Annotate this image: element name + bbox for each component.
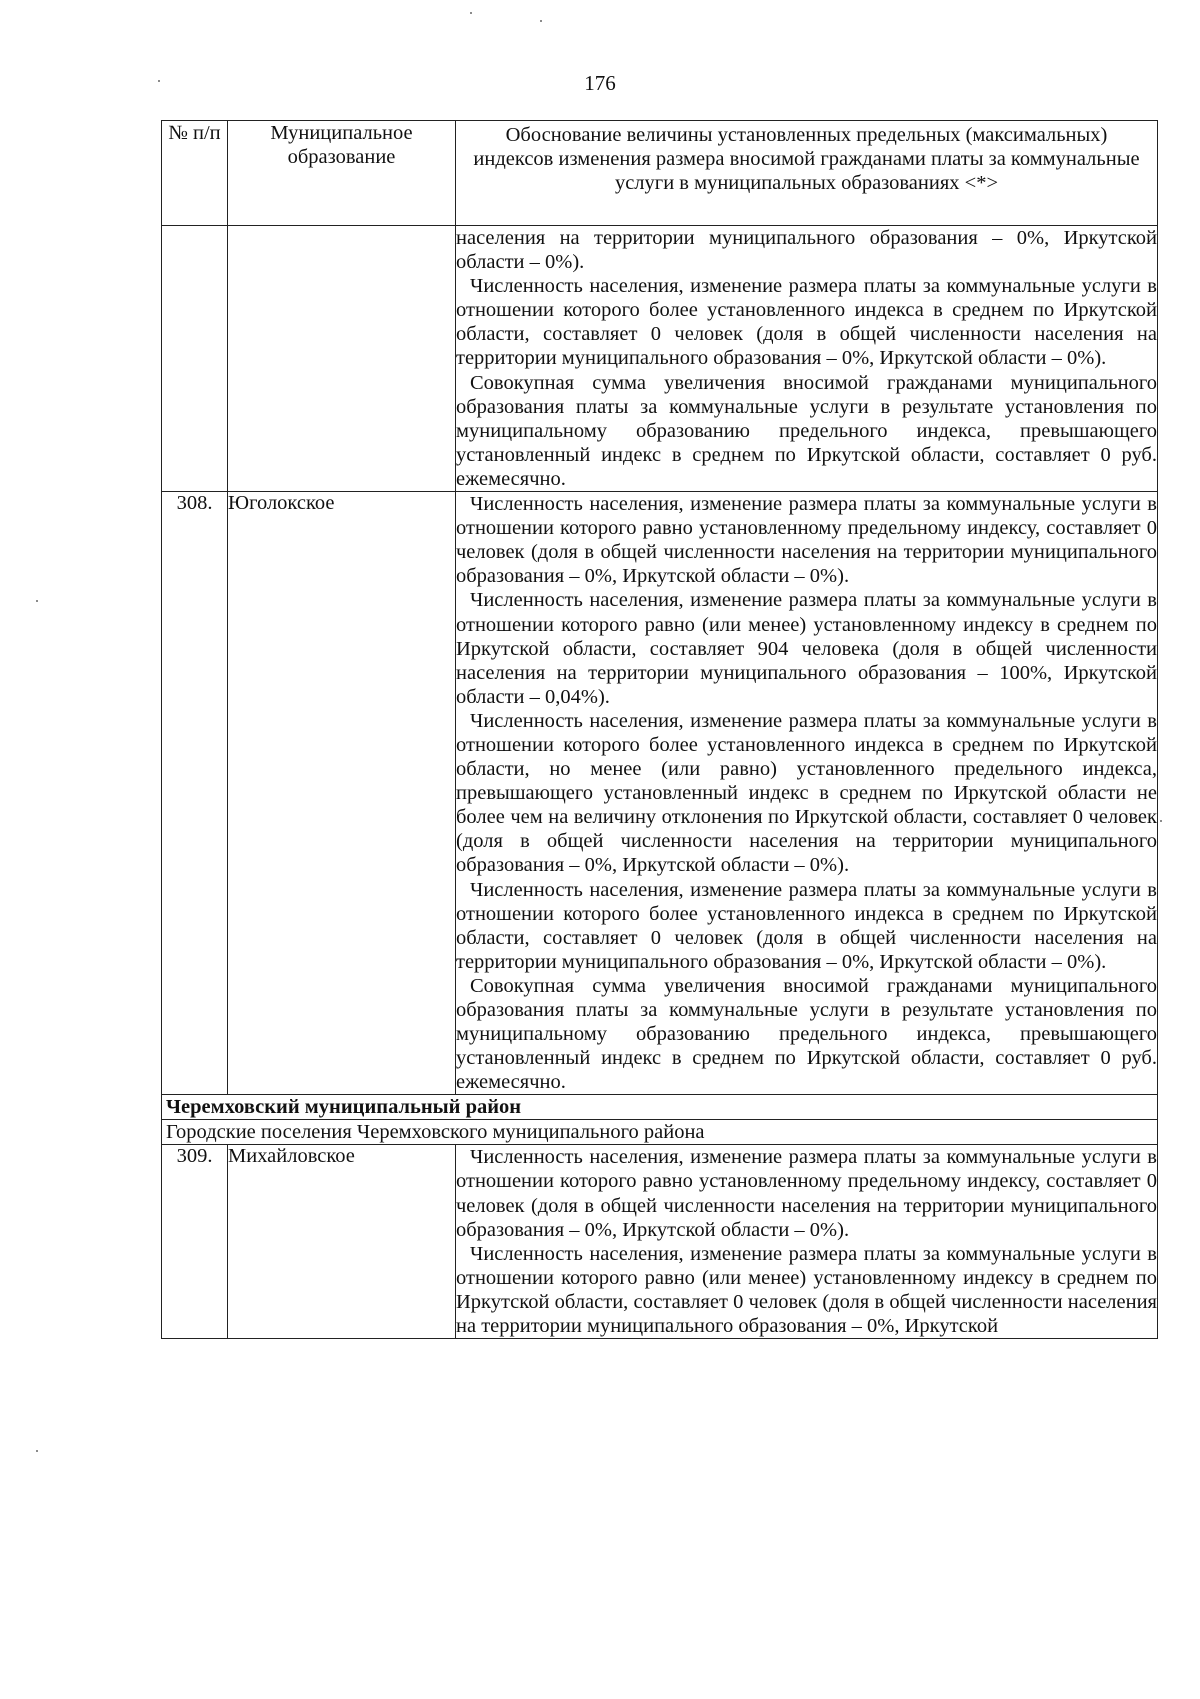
paragraph: Численность населения, изменение размера платы за коммунальные услуги в отношении которого равно установленному предельному индексу, составляет 0 человек (доля в общей численности населения на территории муниципального образования – 0%, Иркутской области – 0%). [456, 493, 1157, 588]
settlements-heading-row [162, 1120, 1158, 1145]
paragraph: Численность населения, изменение размера платы за коммунальные услуги в отношении которого более установленного индекса в среднем по Иркутской области, составляет 0 человек (доля в общей численности населения на территории муниципального образования – 0%, Иркутской области – 0%). [456, 878, 1157, 973]
paragraph: населения на территории муниципального образования – 0%, Иркутской области – 0%). [456, 227, 1157, 274]
cell-number-empty [162, 226, 228, 492]
paragraph: Численность населения, изменение размера платы за коммунальные услуги в отношении которого более установленного индекса в среднем по Иркутской области, составляет 0 человек (доля в общей численности населения на территории муниципального образования – 0%, Иркутской области – 0%). [456, 275, 1157, 370]
cell-justification [456, 492, 1158, 1095]
header-municipality: Муниципальное образование [228, 121, 456, 226]
table-row-continuation [162, 226, 1158, 492]
scan-speck [158, 80, 160, 82]
header-number: № п/п [162, 121, 228, 226]
table-header-row [162, 121, 1158, 226]
paragraph: Численность населения, изменение размера платы за коммунальные услуги в отношении которого равно (или менее) установленному индексу в среднем по Иркутской области, составляет 904 человека (доля в общей численности населения на территории муниципального образования – 100%, Иркутской области – 0,04%). [456, 589, 1157, 708]
paragraph: Численность населения, изменение размера платы за коммунальные услуги в отношении которого равно (или менее) установленному индексу в среднем по Иркутской области, составляет 0 человек (доля в общей численности населения на территории муниципального образования – 0%, Иркутской [456, 1242, 1157, 1338]
cell-justification [456, 226, 1158, 492]
municipality-name: Юголокское [228, 492, 456, 1095]
row-number: 308. [162, 492, 228, 1095]
scan-speck [540, 20, 542, 22]
district-heading-row [162, 1095, 1158, 1120]
scan-speck [1160, 820, 1162, 822]
scan-speck [470, 12, 472, 14]
paragraph: Совокупная сумма увеличения вносимой гражданами муниципального образования платы за коммунальные услуги в результате установления по муниципальному образованию предельного индекса, превышающего установленный индекс в среднем по Иркутской области, составляет 0 руб. ежемесячно. [456, 371, 1157, 490]
municipal-index-table [161, 120, 1158, 1339]
header-justification: Обоснование величины установленных предельных (максимальных) индексов изменения размера вносимой гражданами платы за коммунальные услуги в муниципальных образованиях <*> [456, 121, 1158, 226]
table-row-308 [162, 492, 1158, 1095]
settlements-heading: Городские поселения Черемховского муниципального района [162, 1120, 1158, 1145]
page-number: 176 [584, 71, 616, 95]
paragraph: Численность населения, изменение размера платы за коммунальные услуги в отношении которого более установленного индекса в среднем по Иркутской области, но менее (или равно) установленного предельного индекса, превышающего установленный индекс в среднем по Иркутской области не более чем на величину отклонения по Иркутской области, составляет 0 человек (доля в общей численности населения на территории муниципального образования – 0%, Иркутской области – 0%). [456, 709, 1157, 877]
paragraph: Численность населения, изменение размера платы за коммунальные услуги в отношении которого равно установленному предельному индексу, составляет 0 человек (доля в общей численности населения на территории муниципального образования – 0%, Иркутской области – 0%). [456, 1146, 1157, 1241]
district-heading: Черемховский муниципальный район [162, 1095, 1158, 1120]
cell-justification [456, 1145, 1158, 1339]
table-row-309 [162, 1145, 1158, 1339]
cell-name-empty [228, 226, 456, 492]
paragraph: Совокупная сумма увеличения вносимой гражданами муниципального образования платы за коммунальные услуги в результате установления по муниципальному образованию предельного индекса, превышающего установленный индекс в среднем по Иркутской области, составляет 0 руб. ежемесячно. [456, 974, 1157, 1094]
scan-speck [36, 1450, 38, 1452]
row-number: 309. [162, 1145, 228, 1339]
municipality-name: Михайловское [228, 1145, 456, 1339]
scan-speck [36, 600, 38, 602]
